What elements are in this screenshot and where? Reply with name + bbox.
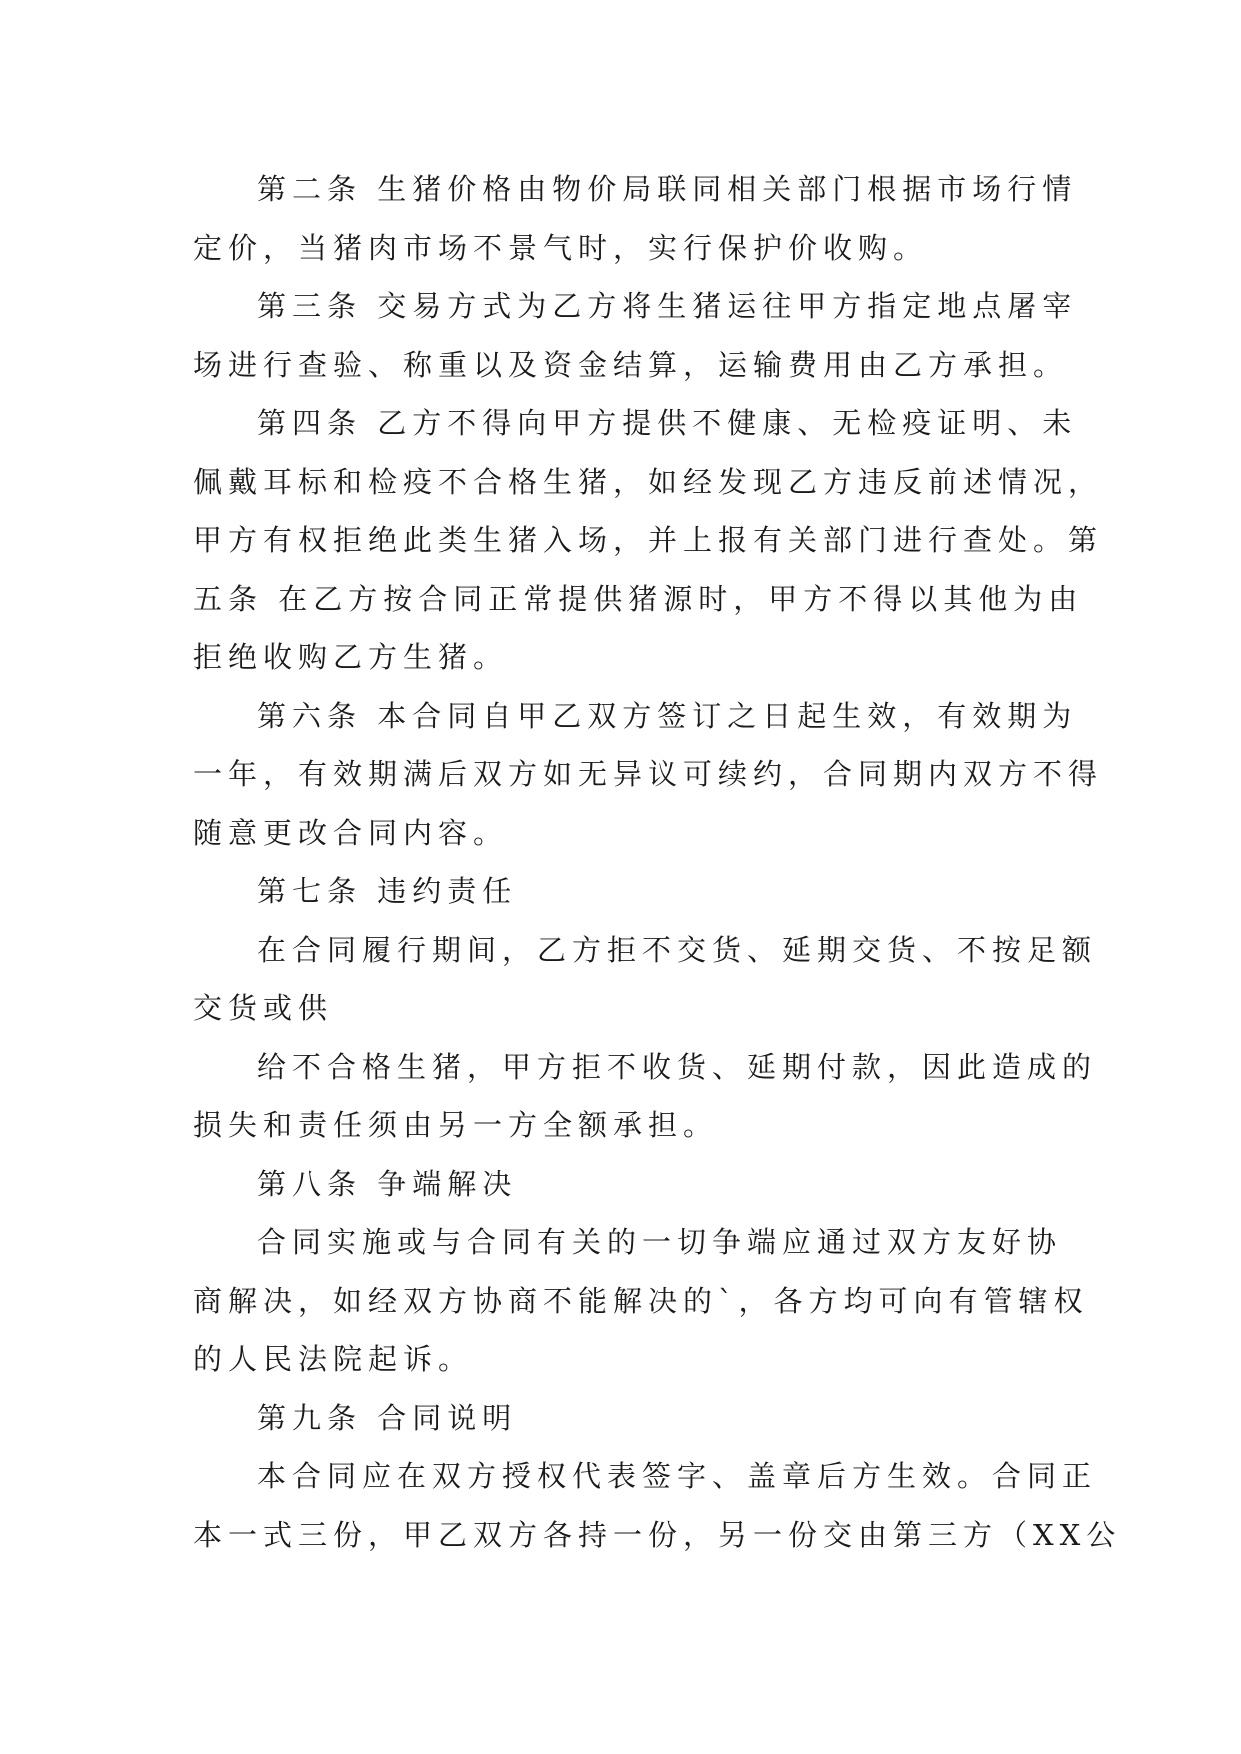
text-line: 的人民法院起诉。 xyxy=(193,1342,474,1376)
text-line: 第三条 交易方式为乙方将生猪运往甲方指定地点屠宰 xyxy=(257,289,1078,323)
text-line: 场进行查验、称重以及资金结算，运输费用由乙方承担。 xyxy=(193,347,1069,382)
text-line: 损失和责任须由另一方全额承担。 xyxy=(193,1108,719,1142)
text-line: 五条 在乙方按合同正常提供猪源时，甲方不得以其他为由 xyxy=(193,581,1084,616)
text-line: 拒绝收购乙方生猪。 xyxy=(193,640,509,674)
article-heading: 第八条 争端解决 xyxy=(257,1166,518,1201)
text-line: 商解决，如经双方协商不能解决的`，各方均可向有管辖权 xyxy=(193,1283,1089,1318)
text-line: 本一式三份，甲乙双方各持一份，另一份交由第三方（XX公 xyxy=(193,1517,1122,1552)
text-line: 本合同应在双方授权代表签字、盖章后方生效。合同正 xyxy=(257,1459,1098,1493)
text-line: 一年，有效期满后双方如无异议可续约，合同期内双方不得 xyxy=(193,757,1104,791)
text-line: 交货或供 xyxy=(193,991,334,1025)
text-line: 甲方有权拒绝此类生猪入场，并上报有关部门进行查处。第 xyxy=(193,523,1104,557)
document-body xyxy=(193,160,1122,1564)
text-line: 定价，当猪肉市场不景气时，实行保护价收购。 xyxy=(193,230,929,265)
article-heading: 第七条 违约责任 xyxy=(257,874,518,908)
text-line: 合同实施或与合同有关的一切争端应通过双方友好协 xyxy=(257,1225,1063,1259)
text-line: 佩戴耳标和检疫不合格生猪，如经发现乙方违反前述情况， xyxy=(193,464,1104,499)
text-line: 在合同履行期间，乙方拒不交货、延期交货、不按足额 xyxy=(257,932,1098,967)
article-heading: 第九条 合同说明 xyxy=(257,1400,518,1435)
text-line: 随意更改合同内容。 xyxy=(193,815,509,850)
text-line: 第四条 乙方不得向甲方提供不健康、无检疫证明、未 xyxy=(257,406,1078,440)
text-line: 第六条 本合同自甲乙双方签订之日起生效，有效期为 xyxy=(257,698,1078,733)
text-line: 给不合格生猪，甲方拒不收货、延期付款，因此造成的 xyxy=(257,1049,1098,1084)
text-line: 第二条 生猪价格由物价局联同相关部门根据市场行情 xyxy=(257,172,1078,206)
